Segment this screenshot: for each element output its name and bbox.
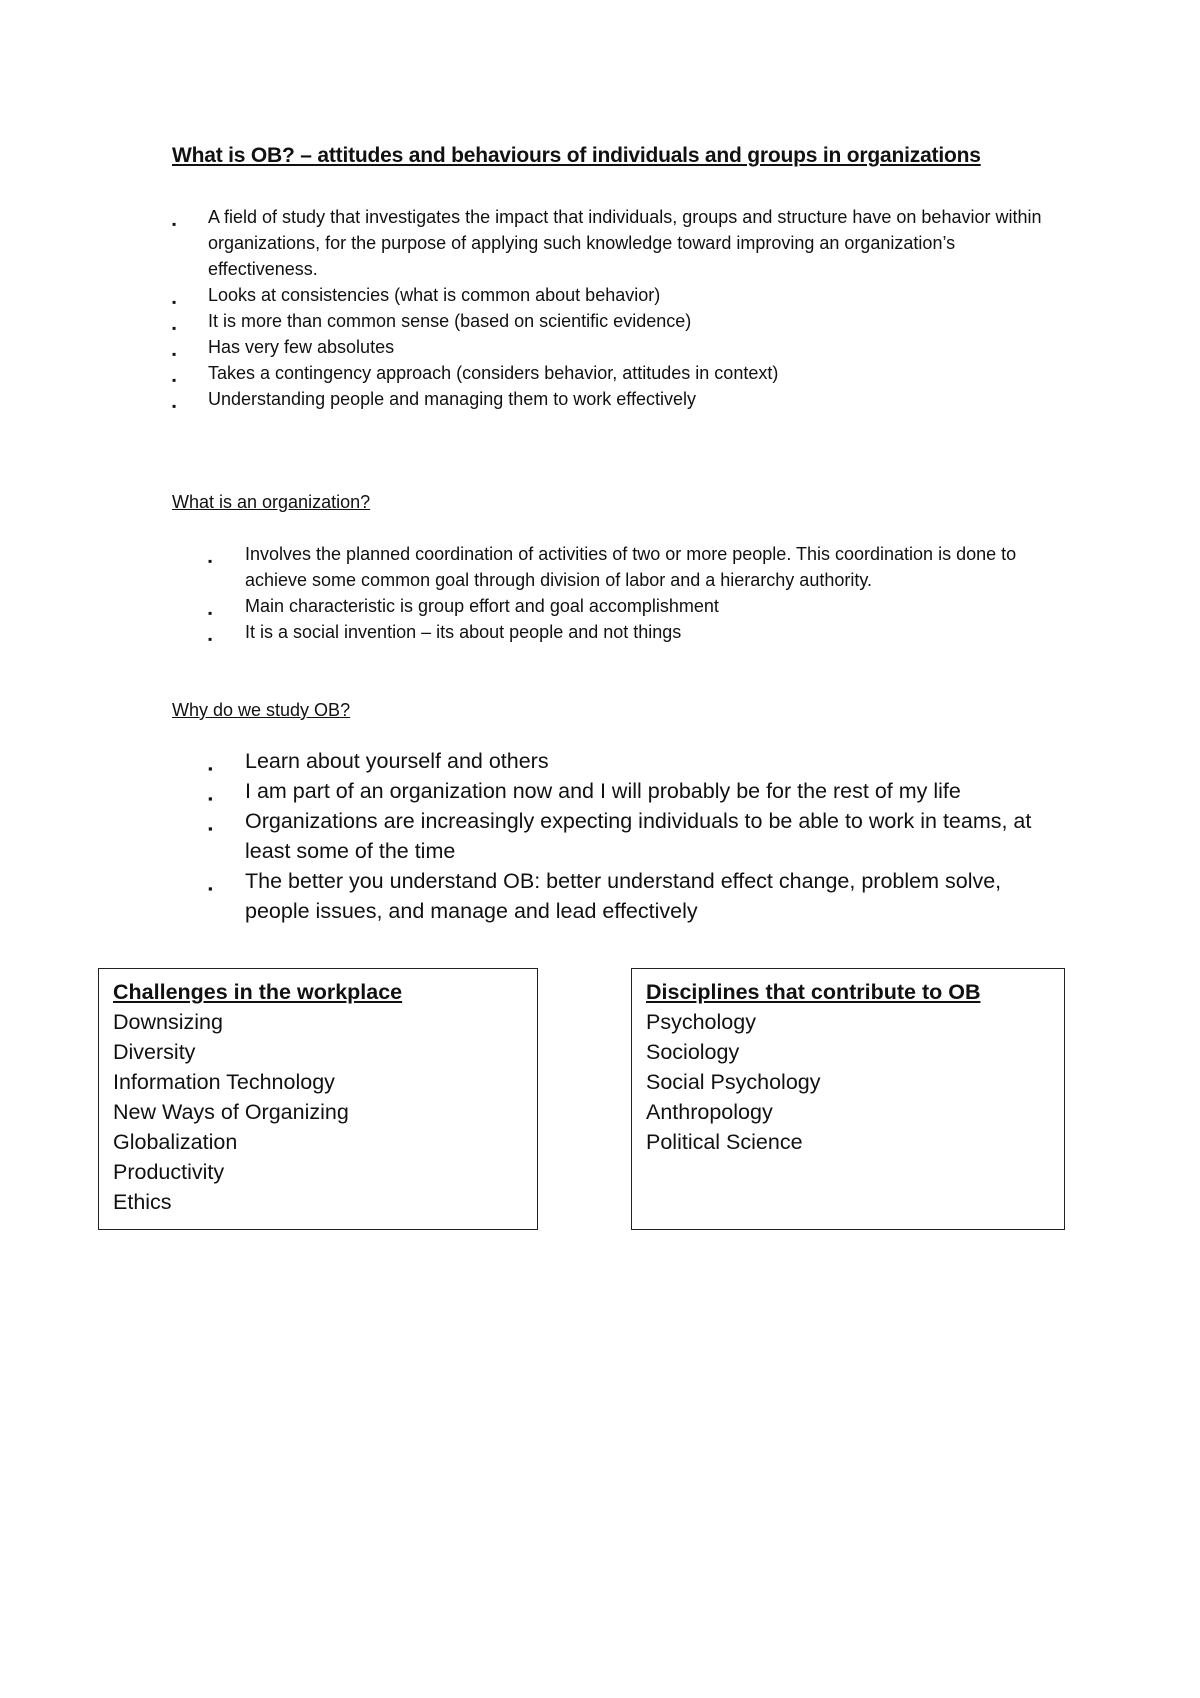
box-item: Productivity — [113, 1160, 225, 1184]
list-item — [172, 360, 1052, 386]
list-item — [172, 308, 1052, 334]
section-heading-what-is-an-organization: What is an organization? — [172, 492, 371, 512]
list-item-text: It is a social invention – its about people and not things — [245, 622, 682, 642]
box-item: Ethics — [113, 1190, 172, 1214]
list-item-text: I am part of an organization now and I will probably be for the rest of my life — [245, 779, 961, 803]
list-item-text: Involves the planned coordination of activities of two or more people. This coordination is done to achieve some common goal through division of labor and a hierarchy authority. — [245, 544, 1017, 590]
why-study-ob-bullet-list — [208, 746, 1058, 926]
square-bullet-icon: ▪ — [172, 217, 177, 231]
list-item — [208, 806, 1058, 866]
list-item — [208, 593, 1058, 619]
list-item-text: It is more than common sense (based on scientific evidence) — [208, 311, 692, 331]
list-item-text: Learn about yourself and others — [245, 749, 549, 773]
disciplines-box — [631, 968, 1065, 1230]
list-item-text: Takes a contingency approach (considers behavior, attitudes in context) — [208, 363, 779, 383]
square-bullet-icon: ▪ — [172, 347, 177, 361]
box-item: Social Psychology — [646, 1070, 821, 1094]
square-bullet-icon: ▪ — [172, 295, 177, 309]
box-item: Anthropology — [646, 1100, 773, 1124]
list-item — [208, 619, 1058, 645]
list-item-text: Understanding people and managing them to work effectively — [208, 389, 696, 409]
list-item — [172, 334, 1052, 360]
section-heading-why-study-ob: Why do we study OB? — [172, 700, 351, 720]
square-bullet-icon: ▪ — [208, 791, 213, 806]
square-bullet-icon: ▪ — [208, 821, 213, 836]
square-bullet-icon: ▪ — [208, 761, 213, 776]
square-bullet-icon: ▪ — [208, 632, 213, 646]
box-item: Sociology — [646, 1040, 740, 1064]
list-item — [172, 204, 1052, 282]
box-item: Political Science — [646, 1130, 803, 1154]
box-title: Disciplines that contribute to OB — [646, 980, 981, 1004]
box-item: Globalization — [113, 1130, 238, 1154]
organization-bullet-list — [208, 541, 1058, 645]
list-item-text: Organizations are increasingly expecting individuals to be able to work in teams, at least some of the time — [245, 809, 1032, 863]
list-item-text: Has very few absolutes — [208, 337, 395, 357]
list-item — [208, 866, 1058, 926]
box-item: Information Technology — [113, 1070, 335, 1094]
list-item — [208, 776, 1058, 806]
list-item-text: Looks at consistencies (what is common about behavior) — [208, 285, 661, 305]
list-item-text: Main characteristic is group effort and goal accomplishment — [245, 596, 719, 616]
square-bullet-icon: ▪ — [172, 399, 177, 413]
square-bullet-icon: ▪ — [208, 881, 213, 896]
list-item-text: The better you understand OB: better understand effect change, problem solve, people issues, and manage and lead effectively — [245, 869, 1002, 923]
square-bullet-icon: ▪ — [172, 321, 177, 335]
box-item: New Ways of Organizing — [113, 1100, 349, 1124]
section-heading-what-is-ob: What is OB? – attitudes and behaviours of individuals and groups in organizations — [172, 144, 981, 167]
square-bullet-icon: ▪ — [208, 606, 213, 620]
what-is-ob-bullet-list — [172, 204, 1052, 412]
list-item — [172, 386, 1052, 412]
box-title: Challenges in the workplace — [113, 980, 403, 1004]
list-item — [172, 282, 1052, 308]
box-item: Psychology — [646, 1010, 756, 1034]
box-item: Downsizing — [113, 1010, 223, 1034]
list-item — [208, 541, 1058, 593]
challenges-box — [98, 968, 538, 1230]
box-item: Diversity — [113, 1040, 196, 1064]
square-bullet-icon: ▪ — [208, 554, 213, 568]
square-bullet-icon: ▪ — [172, 373, 177, 387]
list-item — [208, 746, 1058, 776]
list-item-text: A field of study that investigates the impact that individuals, groups and structure have on behavior within organizations, for the purpose of applying such knowledge toward improving an organization’s effectiveness. — [208, 207, 1042, 279]
